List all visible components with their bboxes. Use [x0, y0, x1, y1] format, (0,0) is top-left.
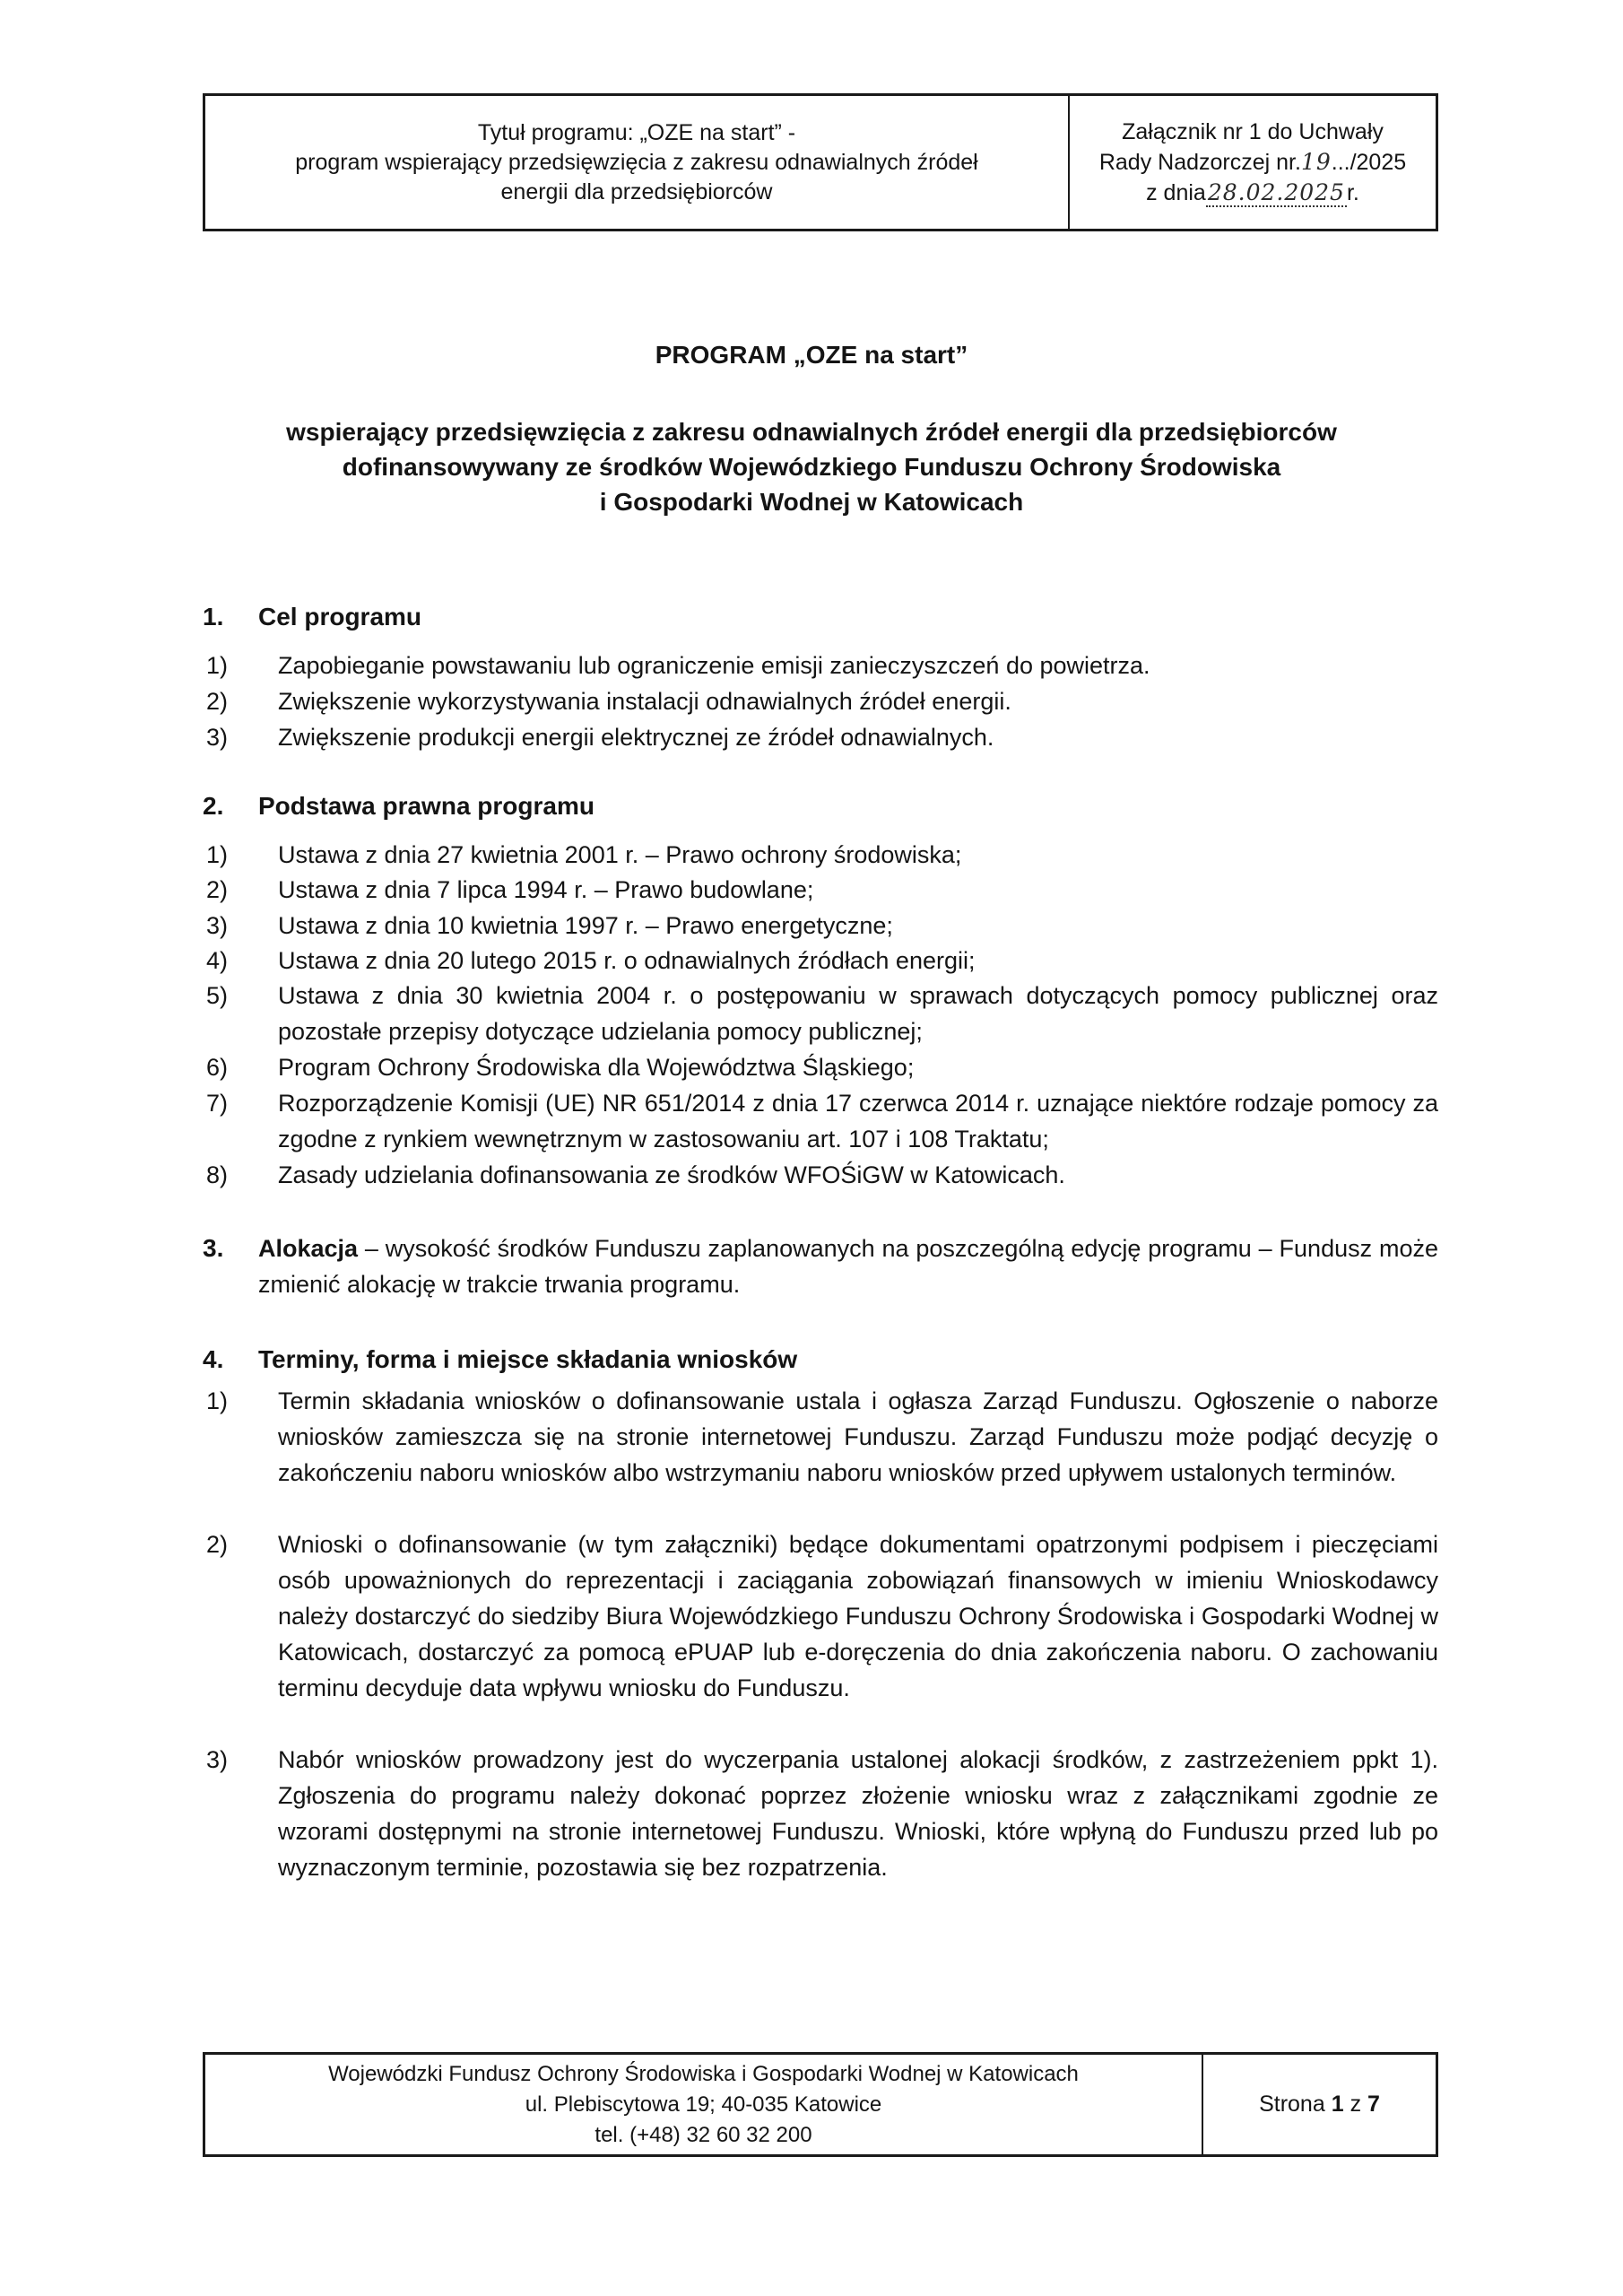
section-title: Terminy, forma i miejsce składania wniosków — [258, 1345, 798, 1373]
resolution-date — [1146, 178, 1359, 208]
header-title-line-1: Tytuł programu: „OZE na start” - — [477, 119, 796, 145]
item-text: Ustawa z dnia 27 kwietnia 2001 r. – Prawo ochrony środowiska; — [278, 841, 962, 868]
header-title-line-3: energii dla przedsiębiorców — [500, 178, 773, 204]
section-number: 2. — [203, 792, 224, 820]
item-number: 2) — [206, 1531, 229, 1558]
page-number-cell — [1203, 2055, 1436, 2154]
section-number: 1. — [203, 603, 224, 631]
item-text: Zwiększenie wykorzystywania instalacji odnawialnych źródeł energii. — [278, 688, 1011, 715]
handwritten-date: 28.02.2025 — [1207, 178, 1345, 205]
item-text: Ustawa z dnia 30 kwietnia 2004 r. o postępowaniu w sprawach dotyczących pomocy publicznej oraz pozostałe przepisy dotyczące udzielania pomocy publicznej; — [278, 982, 1438, 1045]
attachment-info-cell — [1070, 96, 1436, 229]
item-text: Zwiększenie produkcji energii elektrycznej ze źródeł odnawialnych. — [278, 724, 994, 751]
item-number: 8) — [206, 1161, 229, 1188]
item-number: 7) — [206, 1090, 229, 1117]
item-number: 1) — [206, 652, 229, 679]
section-title: Alokacja — [258, 1235, 359, 1262]
resolution-prefix: Rady Nadzorczej nr. — [1098, 149, 1301, 175]
item-text: Program Ochrony Środowiska dla Województwa Śląskiego; — [278, 1054, 915, 1081]
item-number: 3) — [206, 724, 229, 751]
list-item — [203, 648, 1438, 683]
section-title: Cel programu — [258, 603, 422, 631]
footer-box — [203, 2052, 1438, 2157]
list-item — [203, 943, 1438, 978]
list-item — [203, 978, 1438, 1049]
section-heading-4 — [203, 1345, 797, 1374]
document-title: PROGRAM „OZE na start” — [655, 341, 968, 369]
program-title-cell — [205, 96, 1070, 229]
list-item — [203, 1049, 1438, 1085]
list-item — [203, 1526, 1438, 1706]
page-current: 1 — [1331, 2092, 1344, 2117]
list-item — [203, 719, 1438, 755]
item-text: Zasady udzielania dofinansowania ze środków WFOŚiGW w Katowicach. — [278, 1161, 1065, 1188]
item-number: 2) — [206, 688, 229, 715]
list-item — [203, 908, 1438, 944]
document-subtitle — [0, 414, 1623, 519]
section-number: 3. — [203, 1234, 224, 1262]
list-item — [203, 837, 1438, 873]
item-number: 5) — [206, 982, 229, 1009]
item-text: Termin składania wniosków o dofinansowanie ustala i ogłasza Zarząd Funduszu. Ogłoszenie o naborze wniosków zamieszcza się na stronie internetowej Funduszu. Zarząd Funduszu może podjąć decyzję o zakończeniu naboru wniosków albo wstrzymaniu naboru wniosków przed upływem ustalonych terminów. — [278, 1387, 1438, 1486]
header-box — [203, 93, 1438, 231]
fund-address-cell — [205, 2055, 1203, 2154]
item-number: 1) — [206, 841, 229, 868]
fund-name: Wojewódzki Fundusz Ochrony Środowiska i Gospodarki Wodnej w Katowicach — [328, 2061, 1079, 2086]
item-number: 1) — [206, 1387, 229, 1414]
fund-phone: tel. (+48) 32 60 32 200 — [595, 2122, 812, 2147]
section-heading-2 — [203, 792, 595, 821]
subtitle-line-3: i Gospodarki Wodnej w Katowicach — [599, 488, 1024, 516]
list-item — [203, 683, 1438, 719]
subtitle-line-1: wspierający przedsięwzięcia z zakresu odnawialnych źródeł energii dla przedsiębiorców — [286, 418, 1337, 446]
section-allocation — [203, 1231, 1438, 1302]
section-heading-1 — [203, 603, 421, 631]
allocation-text — [258, 1231, 1438, 1302]
list-item — [203, 1383, 1438, 1491]
header-title-line-2: program wspierający przedsięwzięcia z zakresu odnawialnych źródeł — [295, 149, 978, 175]
item-text: Ustawa z dnia 10 kwietnia 1997 r. – Prawo energetyczne; — [278, 912, 893, 939]
page-total: 7 — [1367, 2092, 1380, 2117]
handwritten-resolution-number: 19 — [1300, 148, 1332, 175]
item-number: 3) — [206, 912, 229, 939]
fund-address: ul. Plebiscytowa 19; 40-035 Katowice — [525, 2092, 882, 2117]
list-item — [203, 1742, 1438, 1885]
list-item — [203, 872, 1438, 908]
date-prefix: z dnia — [1146, 179, 1206, 205]
item-number: 2) — [206, 876, 229, 903]
date-suffix: r. — [1346, 179, 1359, 205]
attachment-label: Załącznik nr 1 do Uchwały — [1122, 118, 1384, 144]
list-item — [203, 1085, 1438, 1157]
page-label: Strona — [1259, 2092, 1325, 2117]
subtitle-line-2: dofinansowywany ze środków Wojewódzkiego Funduszu Ochrony Środowiska — [342, 453, 1281, 481]
item-text: Nabór wniosków prowadzony jest do wyczerpania ustalonej alokacji środków, z zastrzeżeniem ppkt 1). Zgłoszenia do programu należy dokonać poprzez złożenie wniosku wraz z załącznikami zgodnie ze wzorami dostępnymi na stronie internetowej Funduszu. Wnioski, które wpłyną do Funduszu przed lub po wyznaczonym terminie, pozostawia się bez rozpatrzenia. — [278, 1746, 1438, 1881]
item-number: 6) — [206, 1054, 229, 1081]
item-text: Zapobieganie powstawaniu lub ograniczenie emisji zanieczyszczeń do powietrza. — [278, 652, 1150, 679]
allocation-body: – wysokość środków Funduszu zaplanowanych na poszczególną edycję programu – Fundusz może zmienić alokację w trakcie trwania programu. — [258, 1235, 1438, 1298]
section-title: Podstawa prawna programu — [258, 792, 595, 820]
item-text: Ustawa z dnia 20 lutego 2015 r. o odnawialnych źródłach energii; — [278, 947, 976, 974]
page-number — [1259, 2092, 1380, 2118]
item-text: Rozporządzenie Komisji (UE) NR 651/2014 z dnia 17 czerwca 2014 r. uznające niektóre rodzaje pomocy za zgodne z rynkiem wewnętrznym w zastosowaniu art. 107 i 108 Traktatu; — [278, 1090, 1438, 1152]
item-text: Ustawa z dnia 7 lipca 1994 r. – Prawo budowlane; — [278, 876, 814, 903]
item-text: Wnioski o dofinansowanie (w tym załączniki) będące dokumentami opatrzonymi podpisem i pieczęciami osób upoważnionych do reprezentacji i zaciągania zobowiązań finansowych w imieniu Wnioskodawcy należy dostarczyć do siedziby Biura Wojewódzkiego Funduszu Ochrony Środowiska i Gospodarki Wodnej w Katowicach, dostarczyć za pomocą ePUAP lub e-doręczenia do dnia zakończenia naboru. O zachowaniu terminu decyduje data wpływu wniosku do Funduszu. — [278, 1531, 1438, 1701]
section-number: 4. — [203, 1345, 224, 1373]
page-separator: z — [1350, 2092, 1362, 2117]
resolution-suffix: .../2025 — [1331, 149, 1407, 175]
item-number: 3) — [206, 1746, 229, 1773]
item-number: 4) — [206, 947, 229, 974]
list-item — [203, 1157, 1438, 1193]
resolution-number — [1099, 147, 1406, 178]
